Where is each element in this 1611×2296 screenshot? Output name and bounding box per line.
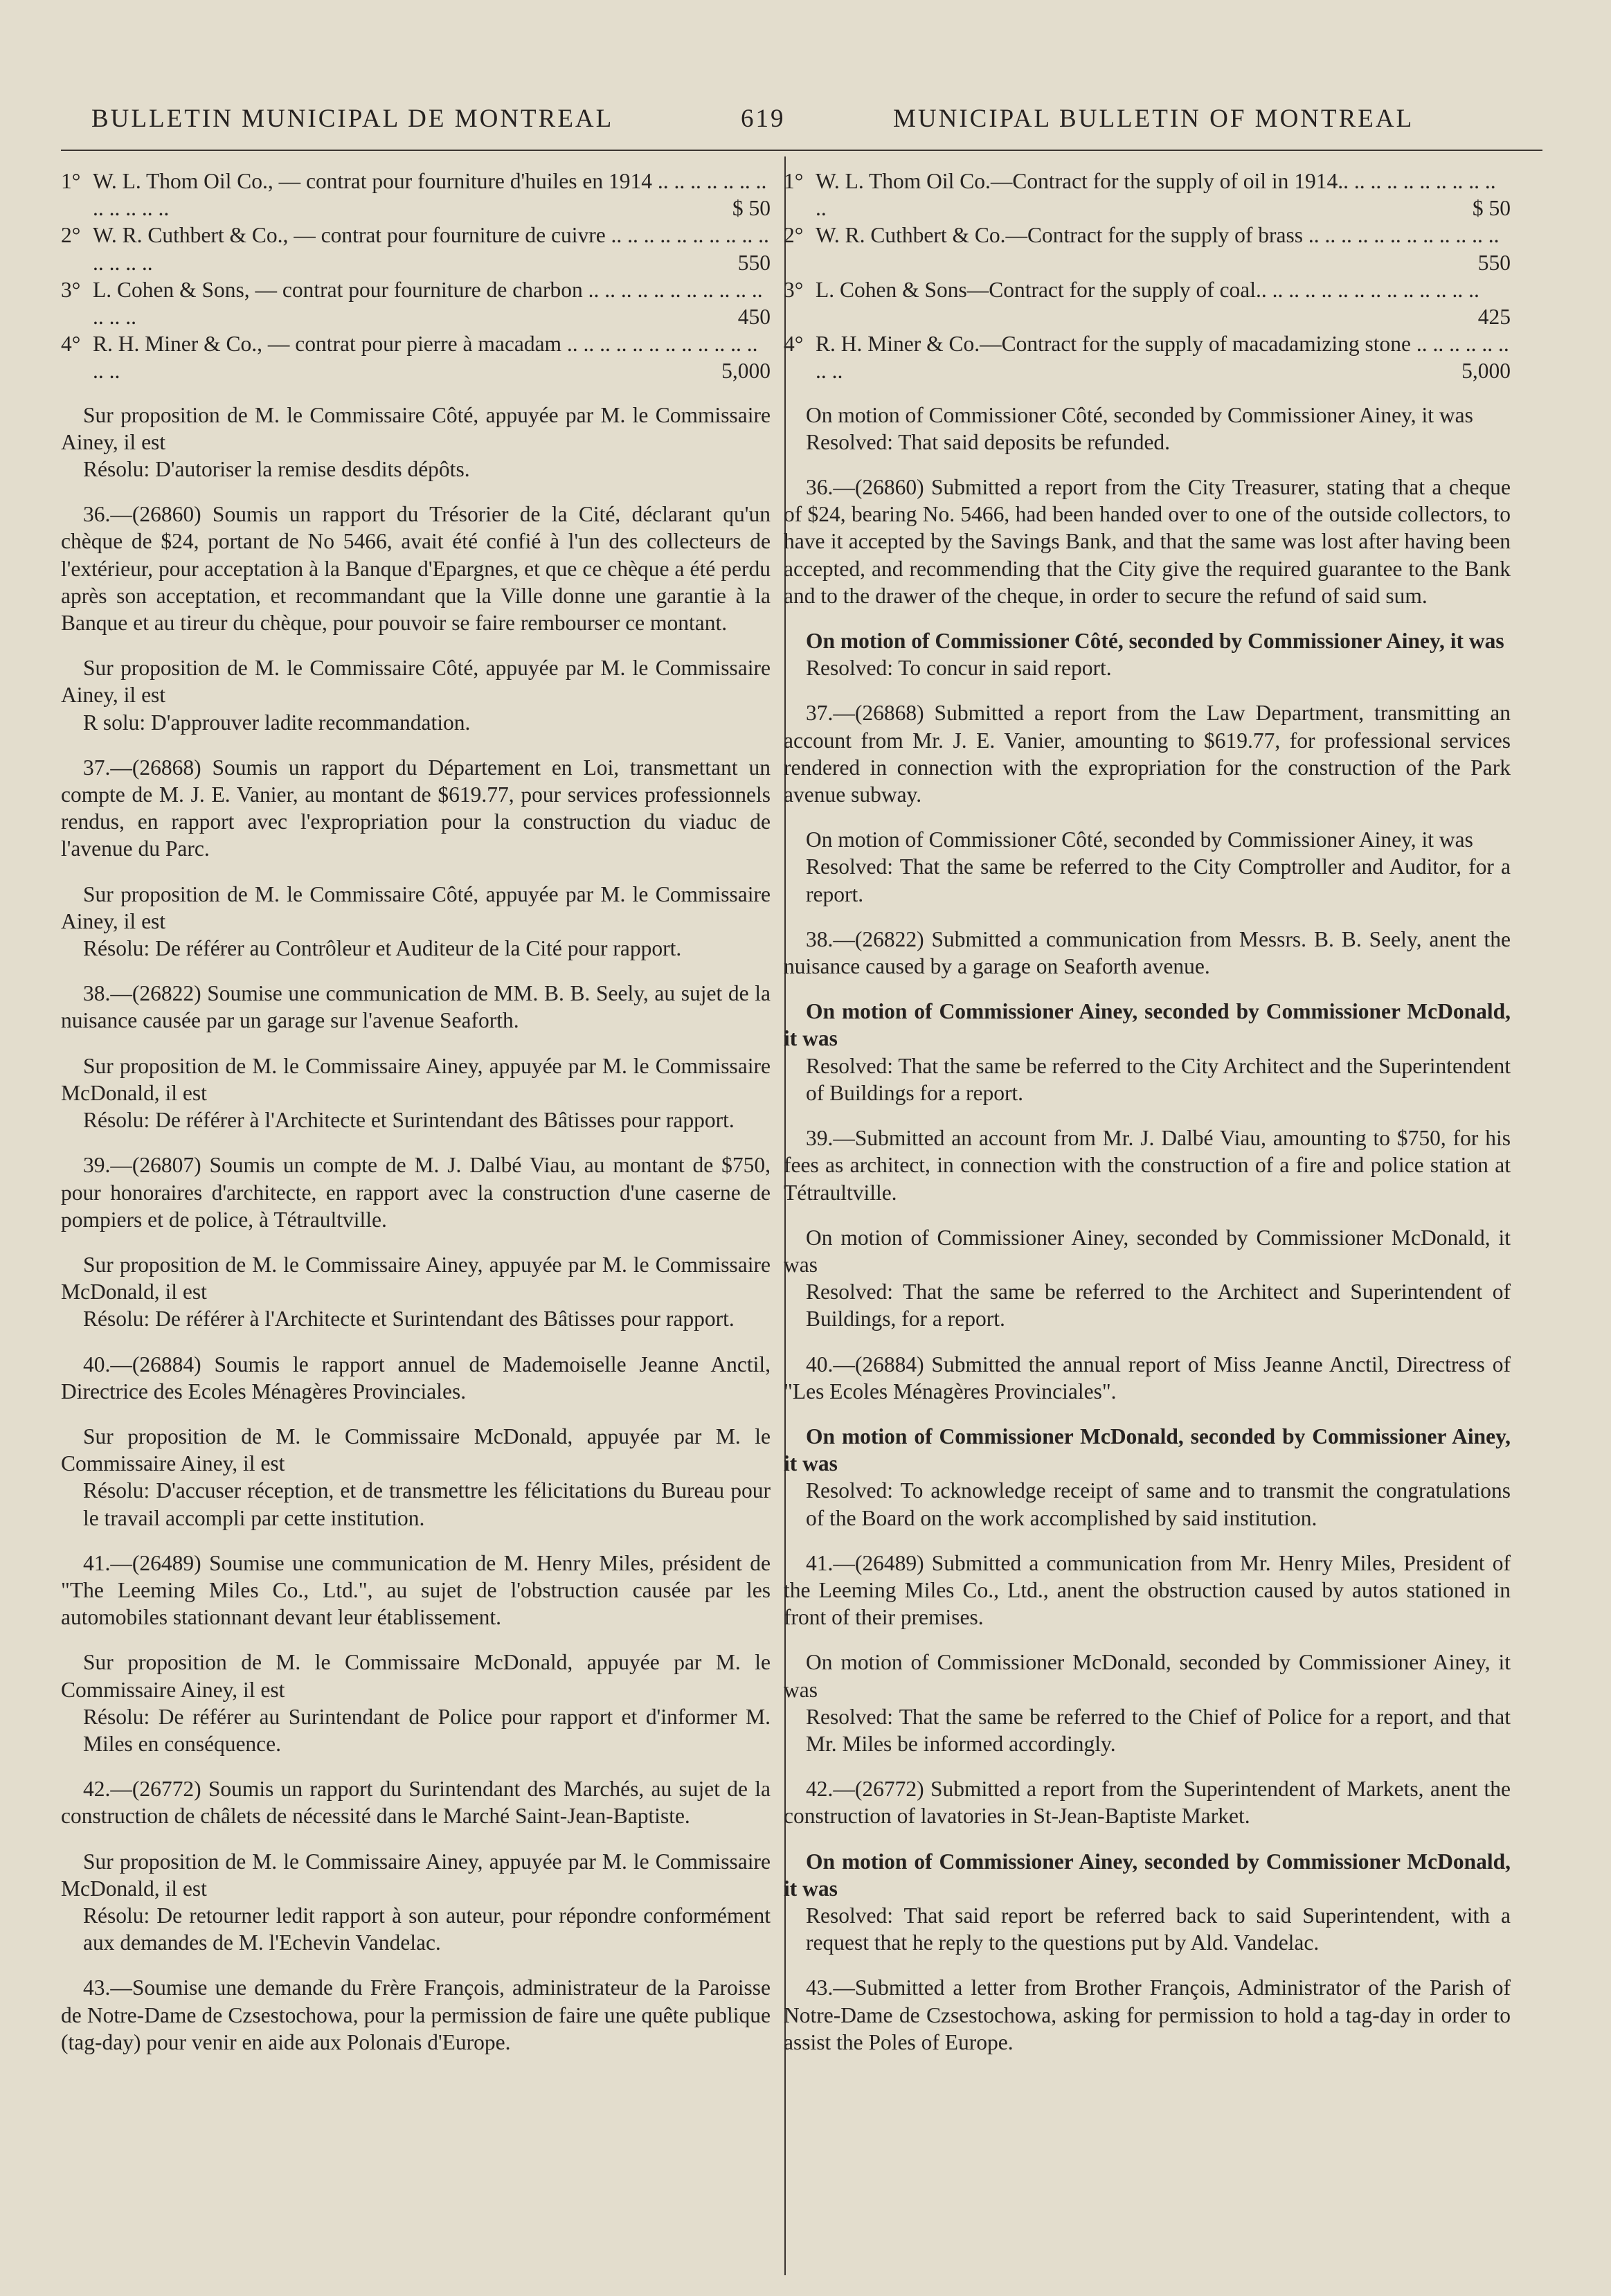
resolution-text: Résolu: D'accuser réception, et de transmettre les félicitations du Bureau pour le travail accompli par cette institution. — [83, 1478, 771, 1530]
contract-amount: 5,000 — [1461, 359, 1511, 384]
item-37: 37.—(26868) Soumis un rapport du Département en Loi, transmettant un compte de M. J. E. Vanier, au montant de $619.77, pour services professionnels rendus, en rapport avec l'expropriation pour la construction du viaduc de l'avenue du Parc. — [61, 755, 771, 861]
header-rule — [61, 150, 1542, 151]
contract-amount: 450 — [737, 305, 771, 330]
resolution-text: Résolu: De retourner ledit rapport à son auteur, pour répondre conformément aux demandes de M. l'Echevin Vandelac. — [83, 1903, 771, 1955]
contract-item: 1° W. L. Thom Oil Co., — contrat pour fourniture d'huiles en 1914 .. .. .. .. .. .. .. .. .. .. .. .. $ 50 — [61, 168, 771, 222]
french-column — [61, 168, 771, 2074]
contract-item: 2° W. R. Cuthbert & Co., — contrat pour fourniture de cuivre .. .. .. .. .. .. .. .. .. .. .. .. .. .. 550 — [61, 222, 771, 276]
item-38: 38.—(26822) Soumise une communication de MM. B. B. Seely, au sujet de la nuisance causée par un garage sur l'avenue Seaforth. — [61, 981, 771, 1033]
contract-amount: 550 — [1477, 250, 1511, 275]
page-number: 619 — [741, 105, 786, 133]
item-41: 41.—(26489) Soumise une communication de M. Henry Miles, président de "The Leeming Miles Co., Ltd.", au sujet de l'obstruction causée par les automobiles stationnant devant leur établissement. — [61, 1550, 771, 1630]
contract-amount: 5,000 — [721, 359, 771, 384]
contract-item: 2° W. R. Cuthbert & Co.—Contract for the supply of brass .. .. .. .. .. .. .. .. .. .. .. .. 550 — [784, 222, 1511, 276]
contract-list-en — [784, 168, 1511, 385]
resolution-text: Resolved: To acknowledge receipt of same and to transmit the congratulations of the Board on the work accomplished by said institution. — [806, 1478, 1511, 1530]
item-40: 40.—(26884) Soumis le rapport annuel de Mademoiselle Jeanne Anctil, Directrice des Ecoles Ménagères Provinciales. — [61, 1352, 771, 1403]
motion-paragraph: On motion of Commissioner Côté, seconded by Commissioner Ainey, it was Resolved: To concur in said report. — [784, 627, 1511, 681]
resolution-text: Résolu: De référer à l'Architecte et Surintendant des Bâtisses pour rapport. — [83, 1307, 735, 1331]
motion-paragraph: On motion of Commissioner Côté, seconded by Commissioner Ainey, it was Resolved: That said deposits be refunded. — [784, 402, 1511, 456]
contract-item: 3° L. Cohen & Sons—Contract for the supply of coal.. .. .. .. .. .. .. .. .. .. .. .. .. .. 425 — [784, 276, 1511, 330]
motion-paragraph: On motion of Commissioner Ainey, seconded by Commissioner McDonald, it was Resolved: That said report be referred back to said Superintendent, with a request that he reply to the questions put by Ald. Vandelac. — [784, 1848, 1511, 1957]
item-37: 37.—(26868) Submitted a report from the Law Department, transmitting an account from Mr. J. E. Vanier, amounting to $619.77, for professional services rendered in connection with the expropriation for the construction of the Park avenue subway. — [784, 701, 1511, 807]
resolution-text: Resolved: To concur in said report. — [806, 656, 1112, 681]
resolution-text: Resolved: That the same be referred to the Chief of Police for a report, and that Mr. Miles be informed accordingly. — [806, 1704, 1511, 1756]
item-40: 40.—(26884) Submitted the annual report of Miss Jeanne Anctil, Directress of "Les Ecoles Ménagères Provinciales". — [784, 1352, 1511, 1403]
contract-item: 4° R. H. Miner & Co.—Contract for the supply of macadamizing stone .. .. .. .. .. .. .. .. 5,000 — [784, 330, 1511, 384]
resolution-text: R solu: D'approuver ladite recommandation. — [83, 710, 471, 735]
contract-amount: 425 — [1477, 305, 1511, 330]
motion-paragraph: Sur proposition de M. le Commissaire Côté, appuyée par M. le Commissaire Ainey, il est Résolu: De référer au Contrôleur et Auditeur de la Cité pour rapport. — [61, 881, 771, 962]
resolution-text: Résolu: De référer au Contrôleur et Auditeur de la Cité pour rapport. — [83, 936, 682, 961]
motion-paragraph: On motion of Commissioner McDonald, seconded by Commissioner Ainey, it was Resolved: That the same be referred to the Chief of Police for a report, and that Mr. Miles be informed accordingly. — [784, 1649, 1511, 1757]
item-36: 36.—(26860) Soumis un rapport du Trésorier de la Cité, déclarant qu'un chèque de $24, portant de No 5466, avait été confié à l'un des collecteurs de l'extérieur, pour acceptation à la Banque d'Epargnes, et que ce chèque a été perdu après son acceptation, et recommandant que la Ville donne une garantie à la Banque et au tireur du chèque, pour pouvoir se faire rembourser ce montant. — [61, 502, 771, 636]
resolution-text: Resolved: That the same be referred to the City Comptroller and Auditor, for a report. — [806, 854, 1511, 906]
resolution-text: Resolved: That said deposits be refunded. — [806, 429, 1171, 454]
contract-item: 3° L. Cohen & Sons, — contrat pour fourniture de charbon .. .. .. .. .. .. .. .. .. .. .. .. .. .. 450 — [61, 276, 771, 330]
english-column — [784, 168, 1511, 2074]
resolution-text: Résolu: De référer à l'Architecte et Surintendant des Bâtisses pour rapport. — [83, 1108, 735, 1133]
motion-paragraph: On motion of Commissioner McDonald, seconded by Commissioner Ainey, it was Resolved: To acknowledge receipt of same and to transmit the congratulations of the Board on the work accomplished by said institution. — [784, 1423, 1511, 1532]
header-french-title: BULLETIN MUNICIPAL DE MONTREAL — [91, 105, 614, 133]
motion-paragraph: Sur proposition de M. le Commissaire Côté, appuyée par M. le Commissaire Ainey, il est Résolu: D'autoriser la remise desdits dépôts. — [61, 402, 771, 483]
contract-amount: $ 50 — [732, 196, 771, 221]
motion-paragraph: On motion of Commissioner Ainey, seconded by Commissioner McDonald, it was Resolved: That the same be referred to the City Architect and the Superintendent of Buildings for a report. — [784, 998, 1511, 1106]
motion-paragraph: Sur proposition de M. le Commissaire Ainey, appuyée par M. le Commissaire McDonald, il est Résolu: De retourner ledit rapport à son auteur, pour répondre conformément aux demandes de M. l'Echevin Vandelac. — [61, 1848, 771, 1957]
item-42: 42.—(26772) Soumis un rapport du Surintendant des Marchés, au sujet de la construction de châlets de nécessité dans le Marché Saint-Jean-Baptiste. — [61, 1777, 771, 1829]
resolution-text: Resolved: That the same be referred to the City Architect and the Superintendent of Buildings for a report. — [806, 1053, 1511, 1105]
item-38: 38.—(26822) Submitted a communication from Messrs. B. B. Seely, anent the nuisance caused by a garage on Seaforth avenue. — [784, 926, 1511, 979]
motion-paragraph: On motion of Commissioner Côté, seconded by Commissioner Ainey, it was Resolved: That the same be referred to the City Comptroller and Auditor, for a report. — [784, 826, 1511, 908]
resolution-text: Résolu: D'autoriser la remise desdits dépôts. — [83, 457, 470, 482]
item-43: 43.—Soumise une demande du Frère François, administrateur de la Paroisse de Notre-Dame de Czsestochowa, pour la permission de faire une quête publique (tag-day) pour venir en aide aux Polonais d'Europe. — [61, 1975, 771, 2054]
resolution-text: Resolved: That said report be referred back to said Superintendent, with a request that he reply to the questions put by Ald. Vandelac. — [806, 1903, 1511, 1955]
contract-amount: 550 — [737, 250, 771, 275]
item-41: 41.—(26489) Submitted a communication from Mr. Henry Miles, President of the Leeming Miles Co., Ltd., anent the obstruction caused by autos stationed in front of their premises. — [784, 1550, 1511, 1630]
item-42: 42.—(26772) Submitted a report from the Superintendent of Markets, anent the construction of lavatories in St-Jean-Baptiste Market. — [784, 1777, 1511, 1829]
motion-paragraph: On motion of Commissioner Ainey, seconded by Commissioner McDonald, it was Resolved: That the same be referred to the Architect and Superintendent of Buildings, for a report. — [784, 1224, 1511, 1333]
contract-item: 1° W. L. Thom Oil Co.—Contract for the supply of oil in 1914.. .. .. .. .. .. .. .. .. .. .. $ 50 — [784, 168, 1511, 222]
motion-paragraph: Sur proposition de M. le Commissaire Côté, appuyée par M. le Commissaire Ainey, il est R solu: D'approuver ladite recommandation. — [61, 654, 771, 736]
resolution-text: Resolved: That the same be referred to the Architect and Superintendent of Buildings, for a report. — [806, 1280, 1511, 1331]
item-36: 36.—(26860) Submitted a report from the City Treasurer, stating that a cheque of $24, bearing No. 5466, had been handed over to one of the outside collectors, to have it accepted by the Savings Bank, and that the same was lost after having been accepted, and recommending that the City give the required guarantee to the Bank and to the drawer of the cheque, in order to secure the refund of said sum. — [784, 475, 1511, 608]
contract-list-fr — [61, 168, 771, 385]
item-39: 39.—Submitted an account from Mr. J. Dalbé Viau, amounting to $750, for his fees as architect, in connection with the construction of a fire and police station at Tétraultville. — [784, 1126, 1511, 1205]
contract-amount: $ 50 — [1472, 196, 1511, 221]
motion-paragraph: Sur proposition de M. le Commissaire McDonald, appuyée par M. le Commissaire Ainey, il est Résolu: D'accuser réception, et de transmettre les félicitations du Bureau pour le travail accompli par cette institution. — [61, 1423, 771, 1532]
header-english-title: MUNICIPAL BULLETIN OF MONTREAL — [893, 105, 1414, 133]
contract-item: 4° R. H. Miner & Co., — contrat pour pierre à macadam .. .. .. .. .. .. .. .. .. .. .. .. .. .. 5,000 — [61, 330, 771, 384]
item-43: 43.—Submitted a letter from Brother François, Administrator of the Parish of Notre-Dame de Czsestochowa, asking for permission to hold a tag-day in order to assist the Poles of Europe. — [784, 1975, 1511, 2054]
motion-paragraph: Sur proposition de M. le Commissaire Ainey, appuyée par M. le Commissaire McDonald, il est Résolu: De référer à l'Architecte et Surintendant des Bâtisses pour rapport. — [61, 1251, 771, 1333]
resolution-text: Résolu: De référer au Surintendant de Police pour rapport et d'informer M. Miles en conséquence. — [83, 1704, 771, 1756]
motion-paragraph: Sur proposition de M. le Commissaire McDonald, appuyée par M. le Commissaire Ainey, il est Résolu: De référer au Surintendant de Police pour rapport et d'informer M. Miles en conséquence. — [61, 1649, 771, 1757]
motion-paragraph: Sur proposition de M. le Commissaire Ainey, appuyée par M. le Commissaire McDonald, il est Résolu: De référer à l'Architecte et Surintendant des Bâtisses pour rapport. — [61, 1052, 771, 1134]
item-39: 39.—(26807) Soumis un compte de M. J. Dalbé Viau, au montant de $750, pour honoraires d'architecte, en rapport avec la construction d'une caserne de pompiers et de police, à Tétraultville. — [61, 1153, 771, 1232]
